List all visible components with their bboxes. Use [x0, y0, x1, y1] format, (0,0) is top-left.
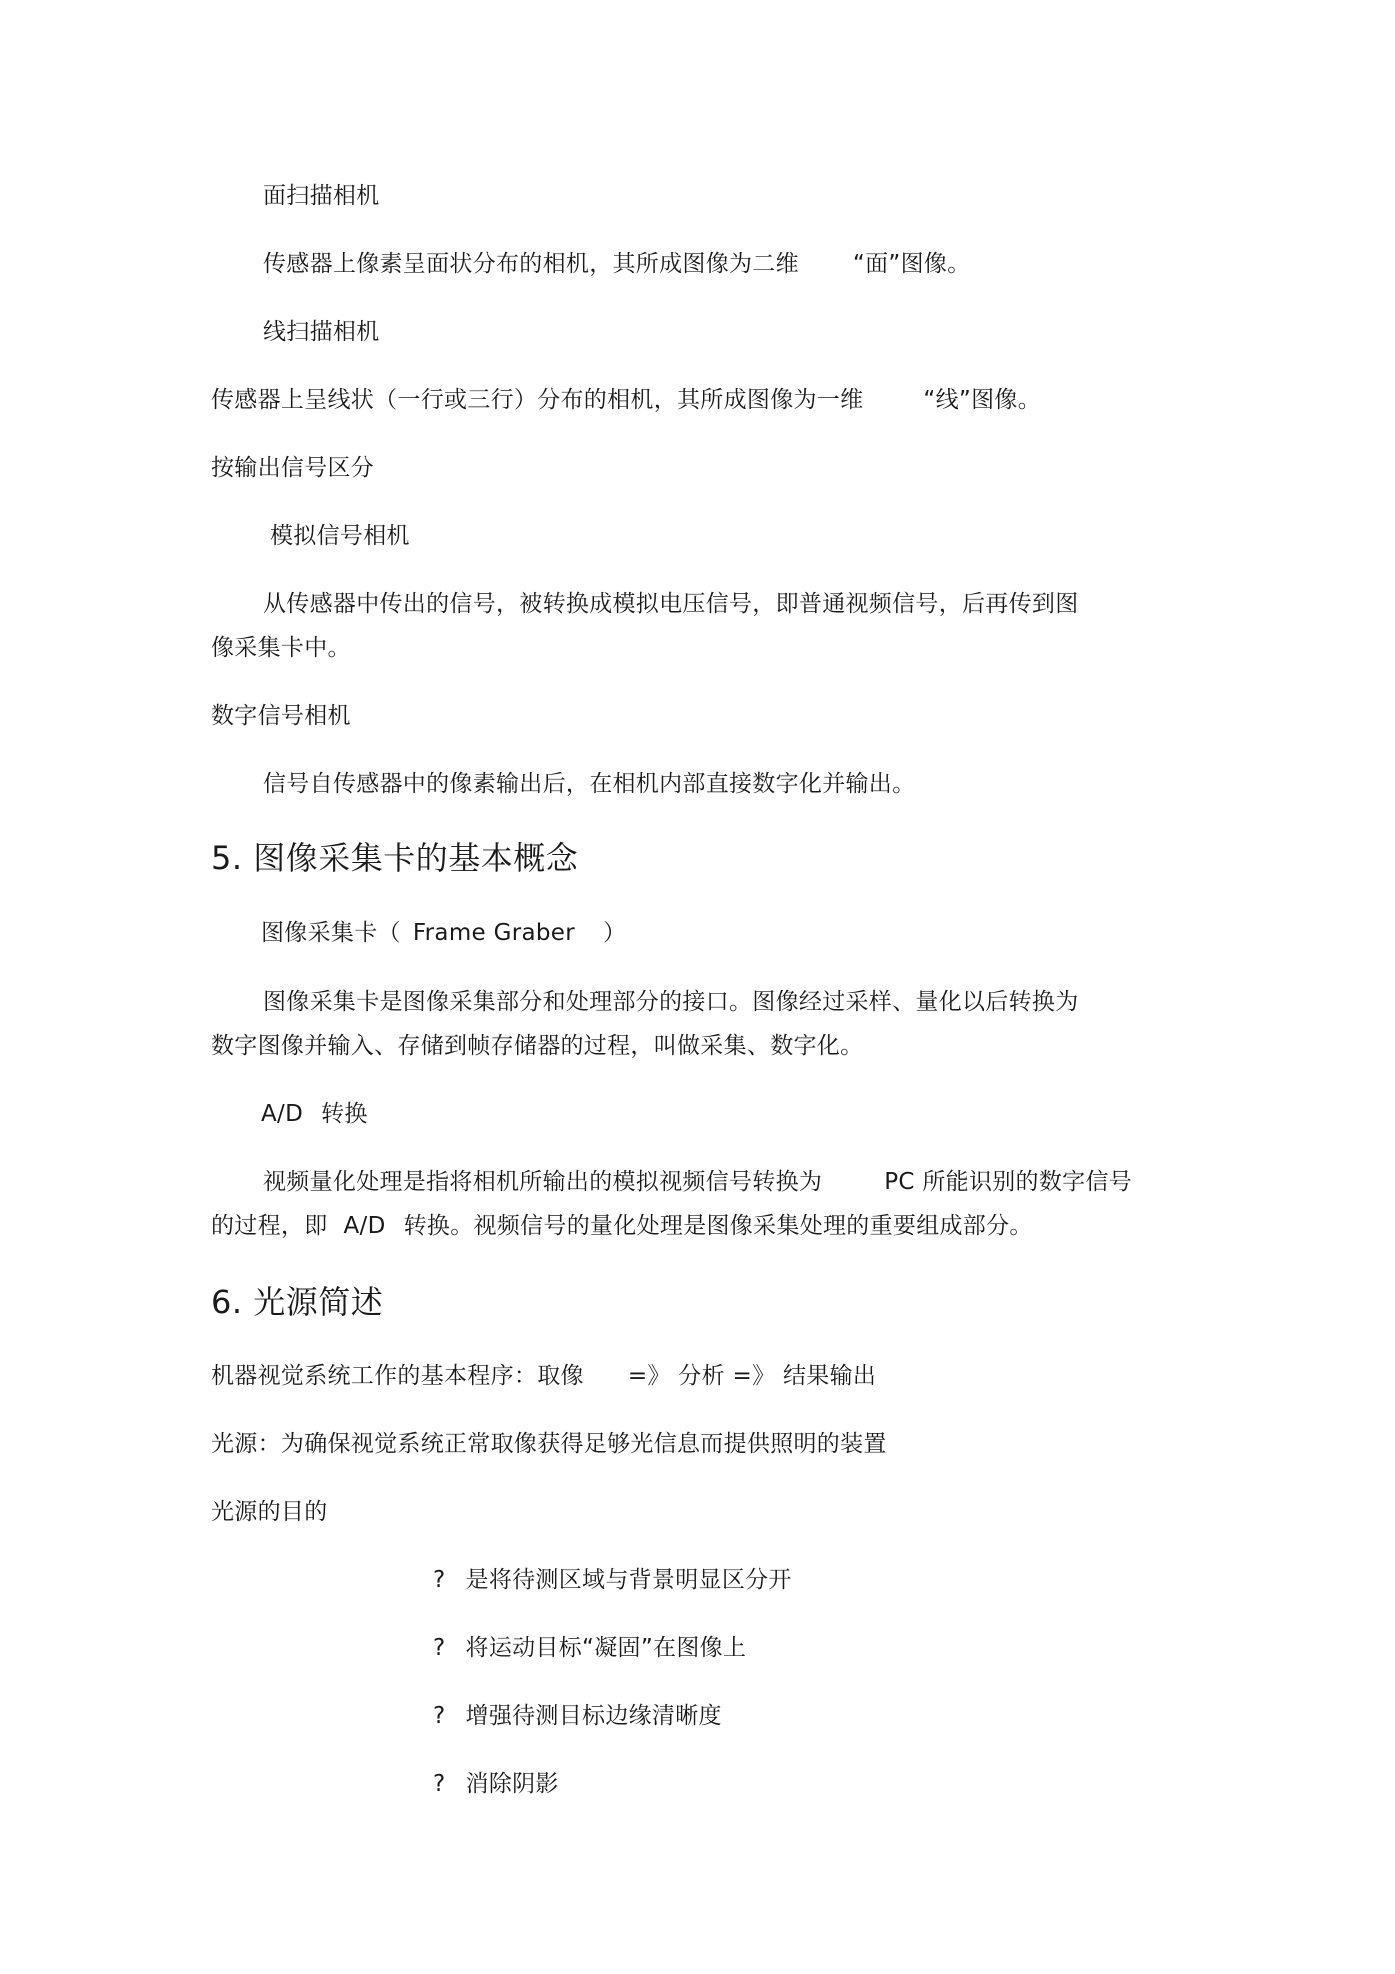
- analog-camera-title: [270, 521, 410, 551]
- frame-grabber-description-line2: [211, 1031, 863, 1061]
- light-source-definition: [211, 1429, 887, 1459]
- bullet-mark: ?: [433, 1771, 446, 1797]
- text: 按输出信号区分: [211, 455, 375, 481]
- list-item: [433, 1769, 559, 1799]
- section-6-heading: [211, 1282, 383, 1322]
- text: “线”图像。: [923, 387, 1042, 413]
- line-scan-camera-title: [263, 317, 380, 347]
- text: PC 所能识别的数字信号: [884, 1169, 1133, 1195]
- text: 图像采集卡是图像采集部分和处理部分的接口。图像经过采样、量化以后转换为: [263, 989, 1079, 1015]
- line-scan-camera-description: [211, 385, 1041, 415]
- area-scan-camera-title: [263, 181, 380, 211]
- text: 的过程，即: [211, 1213, 328, 1239]
- frame-grabber-description-line1: [263, 987, 1079, 1017]
- text: 传感器上呈线状（一行或三行）分布的相机，其所成图像为一维: [211, 387, 864, 413]
- text: 从传感器中传出的信号，被转换成模拟电压信号，即普通视频信号，后再传到图: [263, 591, 1079, 617]
- bullet-mark: ?: [433, 1567, 446, 1593]
- digital-camera-description: [263, 769, 915, 799]
- text: 视频量化处理是指将相机所输出的模拟视频信号转换为: [263, 1169, 823, 1195]
- text: 是将待测区域与背景明显区分开: [465, 1567, 792, 1593]
- list-item: [433, 1633, 746, 1663]
- frame-grabber-term: [261, 918, 626, 948]
- text: 将运动目标“凝固”在图像上: [465, 1635, 747, 1661]
- text: A/D: [343, 1213, 386, 1239]
- text: 数字信号相机: [211, 703, 351, 729]
- text: 模拟信号相机: [270, 523, 410, 549]
- text: 线扫描相机: [263, 319, 380, 345]
- text: 面扫描相机: [263, 183, 380, 209]
- digital-camera-title: [211, 701, 351, 731]
- text: ）: [602, 920, 627, 946]
- text: 机器视觉系统工作的基本程序：取像: [211, 1363, 584, 1389]
- section-5-heading: [211, 838, 578, 878]
- text: 5. 图像采集卡的基本概念: [211, 839, 579, 877]
- light-source-purpose-heading: [211, 1497, 328, 1527]
- text: 转换: [321, 1101, 368, 1127]
- list-item: [433, 1565, 792, 1595]
- text: =》 分析 =》 结果输出: [627, 1363, 877, 1389]
- text: 图像采集卡（: [261, 920, 401, 946]
- text: 信号自传感器中的像素输出后，在相机内部直接数字化并输出。: [263, 771, 916, 797]
- analog-camera-description-line2: [211, 633, 351, 663]
- analog-camera-description-line1: [263, 589, 1079, 619]
- area-scan-camera-description: [263, 249, 971, 279]
- bullet-mark: ?: [433, 1703, 446, 1729]
- ad-conversion-term: [261, 1099, 368, 1129]
- quantization-description-line1: [263, 1167, 1132, 1197]
- text: 光源的目的: [211, 1499, 328, 1525]
- text: 像采集卡中。: [211, 635, 351, 661]
- vision-basic-procedure: [211, 1361, 876, 1391]
- text: 6. 光源简述: [211, 1283, 384, 1321]
- text: 数字图像并输入、存储到帧存储器的过程，叫做采集、数字化。: [211, 1033, 864, 1059]
- bullet-mark: ?: [433, 1635, 446, 1661]
- text: 转换。视频信号的量化处理是图像采集处理的重要组成部分。: [403, 1213, 1033, 1239]
- text: 消除阴影: [465, 1771, 559, 1797]
- quantization-description-line2: [211, 1211, 1033, 1241]
- list-item: [433, 1701, 722, 1731]
- text: 光源：为确保视觉系统正常取像获得足够光信息而提供照明的装置: [211, 1431, 887, 1457]
- by-output-signal-heading: [211, 453, 374, 483]
- text: Frame Graber: [412, 920, 575, 946]
- text: A/D: [261, 1101, 304, 1127]
- text: 增强待测目标边缘清晰度: [465, 1703, 722, 1729]
- text: “面”图像。: [852, 251, 971, 277]
- text: 传感器上像素呈面状分布的相机，其所成图像为二维: [263, 251, 799, 277]
